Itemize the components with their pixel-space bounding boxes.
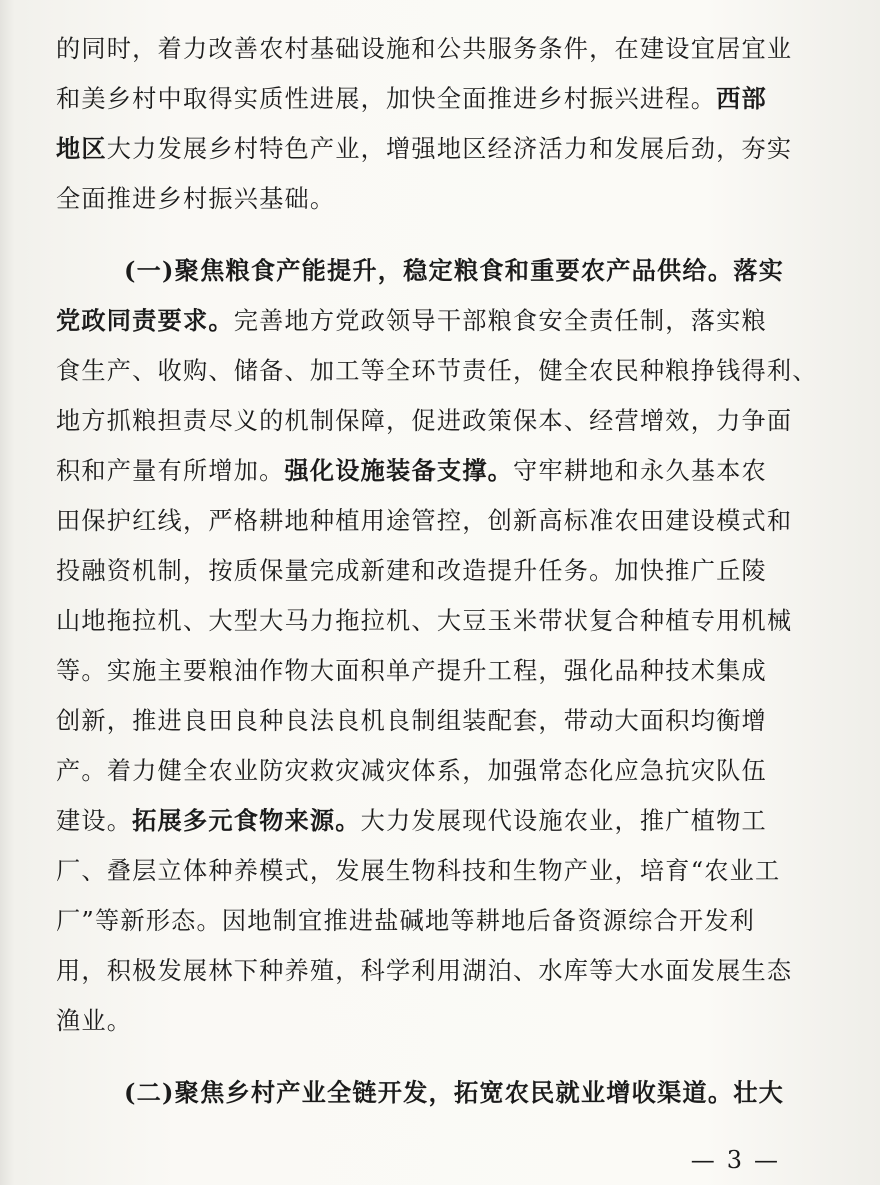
text-run: 产。着力健全农业防灾救灾减灾体系，加强常态化应急抗灾队伍 [56, 757, 767, 785]
text-line [56, 396, 824, 446]
bold-text-run: (一)聚焦粮食产能提升，稳定粮食和重要农产品供给。落实 [124, 256, 784, 285]
text-line [56, 646, 824, 696]
bold-text-run: 地区 [56, 134, 107, 163]
text-run: 创新，推进良田良种良法良机良制组装配套，带动大面积均衡增 [56, 707, 767, 735]
text-line [56, 24, 824, 74]
bold-text-run: 西部 [716, 84, 767, 113]
page-number-value: 3 [726, 1146, 744, 1174]
bold-text-run: 拓展多元食物来源。 [132, 806, 361, 835]
page-number-dash-right: — [754, 1146, 780, 1174]
text-line [56, 996, 824, 1046]
text-line [56, 246, 824, 296]
text-run: 建设。 [56, 807, 133, 835]
text-line [56, 124, 824, 174]
text-run: 厂、叠层立体种养模式，发展生物科技和生物产业，培育“农业工 [56, 857, 781, 885]
text-line [56, 596, 824, 646]
text-line [56, 846, 824, 896]
text-line [56, 546, 824, 596]
text-line [56, 74, 824, 124]
bold-text-run: 强化设施装备支撑。 [284, 456, 513, 485]
text-run: 的同时，着力改善农村基础设施和公共服务条件，在建设宜居宜业 [56, 35, 793, 63]
text-line [56, 796, 824, 846]
text-line [56, 696, 824, 746]
text-run: 大力发展乡村特色产业，增强地区经济活力和发展后劲，夯实 [106, 135, 793, 163]
text-run: 厂”等新形态。因地制宜推进盐碱地等耕地后备资源综合开发利 [56, 907, 756, 935]
text-line [56, 496, 824, 546]
text-run: 全面推进乡村振兴基础。 [56, 185, 336, 213]
text-run: 守牢耕地和永久基本农 [513, 457, 767, 485]
paragraph-gap [56, 1046, 824, 1068]
page-number-dash-left: — [690, 1146, 717, 1174]
text-run: 等。实施主要粮油作物大面积单产提升工程，强化品种技术集成 [56, 657, 767, 685]
text-line [56, 446, 824, 496]
page-edge-shadow [0, 0, 14, 1185]
text-line [56, 296, 824, 346]
text-line [56, 346, 824, 396]
text-run: 投融资机制，按质保量完成新建和改造提升任务。加快推广丘陵 [56, 557, 767, 585]
text-run: 渔业。 [56, 1007, 133, 1035]
text-line [56, 946, 824, 996]
page-number [691, 1146, 780, 1174]
paragraph-gap [56, 224, 824, 246]
text-line [56, 1068, 824, 1118]
text-run: 山地拖拉机、大型大马力拖拉机、大豆玉米带状复合种植专用机械 [56, 607, 793, 635]
text-run: 用，积极发展林下种养殖，科学利用湖泊、水库等大水面发展生态 [56, 957, 793, 985]
text-run: 地方抓粮担责尽义的机制保障，促进政策保本、经营增效，力争面 [56, 407, 793, 435]
text-run: 食生产、收购、储备、加工等全环节责任，健全农民种粮挣钱得利、 [56, 357, 818, 385]
document-body [56, 24, 824, 1118]
text-line [56, 746, 824, 796]
text-line [56, 896, 824, 946]
text-run: 田保护红线，严格耕地种植用途管控，创新高标准农田建设模式和 [56, 507, 793, 535]
bold-text-run: (二)聚焦乡村产业全链开发，拓宽农民就业增收渠道。壮大 [124, 1078, 784, 1107]
text-run: 完善地方党政领导干部粮食安全责任制，落实粮 [233, 307, 767, 335]
bold-text-run: 党政同责要求。 [56, 306, 234, 335]
text-line [56, 174, 824, 224]
text-run: 大力发展现代设施农业，推广植物工 [360, 807, 767, 835]
text-run: 积和产量有所增加。 [56, 457, 285, 485]
text-run: 和美乡村中取得实质性进展，加快全面推进乡村振兴进程。 [56, 85, 717, 113]
